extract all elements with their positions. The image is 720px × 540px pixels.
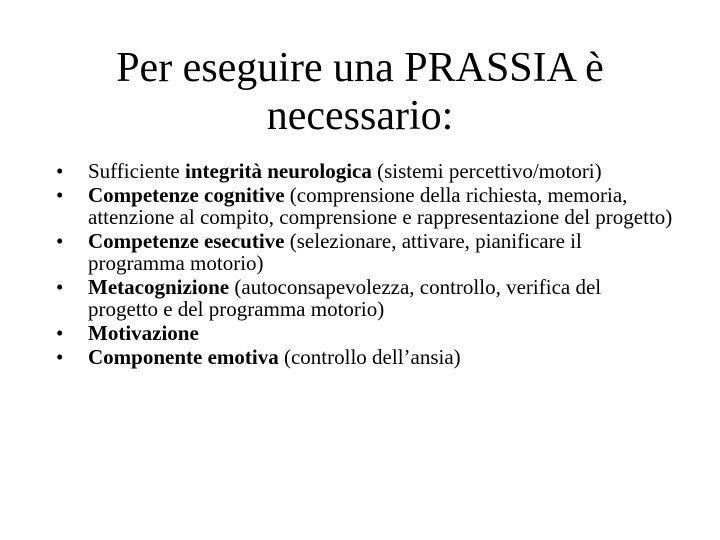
bullet-item-componente-emotiva xyxy=(56,346,676,368)
bullet-item-metacognizione xyxy=(56,276,676,320)
bullet-detail: (comprensione della richiesta, memoria, attenzione al compito, comprensione e rappresentazione del progetto) xyxy=(88,183,673,229)
bullet-term: Metacognizione xyxy=(88,275,230,299)
bullet-dot: • xyxy=(56,159,64,183)
bullet-detail: (selezionare, attivare, pianificare il programma motorio) xyxy=(88,229,582,275)
bullet-dot: • xyxy=(56,229,64,253)
bullet-dot: • xyxy=(56,275,64,299)
bullet-term: Motivazione xyxy=(88,321,199,345)
bullet-term: integrità neurologica xyxy=(185,159,372,183)
bullet-item-competenze-esecutive xyxy=(56,230,676,274)
title-line-2: necessario: xyxy=(266,93,454,139)
title-line-1: Per eseguire una PRASSIA è xyxy=(116,45,604,91)
bullet-detail: (autoconsapevolezza, controllo, verifica del progetto e del programma motorio) xyxy=(88,275,602,321)
bullet-dot: • xyxy=(56,345,64,369)
bullet-dot: • xyxy=(56,321,64,345)
slide-title xyxy=(60,44,660,140)
bullet-item-competenze-cognitive xyxy=(56,184,676,228)
bullet-list xyxy=(56,160,676,370)
bullet-term: Competenze esecutive xyxy=(88,229,285,253)
bullet-dot: • xyxy=(56,183,64,207)
bullet-detail: (sistemi percettivo/motori) xyxy=(371,159,602,183)
bullet-item-integrita xyxy=(56,160,676,182)
bullet-term: Componente emotiva xyxy=(88,345,279,369)
bullet-detail: (controllo dell’ansia) xyxy=(278,345,461,369)
bullet-prefix: Sufficiente xyxy=(88,159,186,183)
bullet-term: Competenze cognitive xyxy=(88,183,285,207)
bullet-item-motivazione xyxy=(56,322,676,344)
